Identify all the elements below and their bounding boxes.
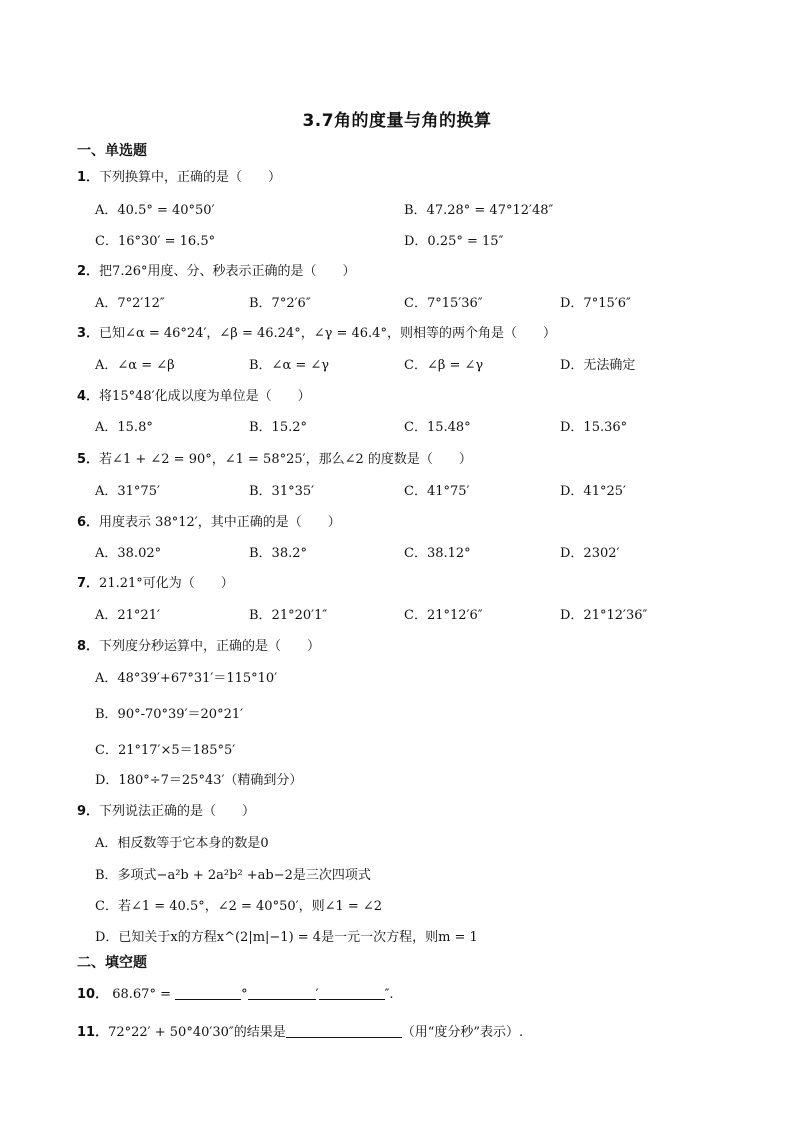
option-9b: B．多项式−a²b + 2a²b² +ab−2是三次四项式 — [95, 868, 371, 883]
question-number: 2． — [77, 264, 100, 279]
option-2c: C．7°15′36″ — [404, 296, 483, 311]
option-6d: D．2302′ — [560, 546, 620, 561]
option-1a: A．40.5° = 40°50′ — [95, 203, 215, 218]
question-8 — [77, 635, 320, 654]
answer-blank-seconds[interactable] — [319, 987, 385, 1000]
question-7 — [77, 572, 234, 591]
unit-degree: ° — [241, 987, 248, 1002]
question-2 — [77, 260, 356, 279]
option-1c: C．16°30′ = 16.5° — [95, 234, 216, 249]
question-stem-suffix: （用“度分秒”表示）. — [401, 1025, 524, 1040]
question-number: 6． — [77, 515, 100, 530]
page-title: 3.7角的度量与角的换算 — [302, 111, 492, 131]
option-3d: D．无法确定 — [560, 358, 636, 373]
question-number: 10． — [77, 987, 109, 1002]
question-1 — [77, 166, 281, 185]
option-3c: C．∠β = ∠γ — [404, 358, 484, 373]
question-stem: 将15°48′化成以度为单位是（ ） — [99, 389, 311, 404]
question-stem: 下列度分秒运算中，正确的是（ ） — [99, 639, 321, 654]
option-9a: A．相反数等于它本身的数是0 — [95, 836, 269, 851]
option-6c: C．38.12° — [404, 546, 471, 561]
question-stem: 68.67° = — [112, 987, 171, 1002]
unit-minute: ′ — [315, 987, 319, 1002]
option-3a: A．∠α = ∠β — [95, 358, 175, 373]
section-heading-fill-blank: 二、填空题 — [77, 955, 147, 971]
question-9 — [77, 800, 255, 819]
option-2b: B．7°2′6″ — [249, 296, 311, 311]
option-1b: B．47.28° = 47°12′48″ — [404, 203, 554, 218]
question-stem: 把7.26°用度、分、秒表示正确的是（ ） — [99, 264, 356, 279]
option-7d: D．21°12′36″ — [560, 608, 648, 623]
section-heading-single-choice: 一、单选题 — [77, 143, 147, 159]
question-6 — [77, 511, 341, 530]
question-11 — [77, 1021, 523, 1040]
option-5c: C．41°75′ — [404, 484, 470, 499]
option-5d: D．41°25′ — [560, 484, 626, 499]
option-4a: A．15.8° — [95, 420, 153, 435]
question-number: 8． — [77, 639, 100, 654]
question-4 — [77, 385, 311, 404]
answer-blank-minutes[interactable] — [248, 987, 316, 1000]
option-4c: C．15.48° — [404, 420, 471, 435]
option-4d: D．15.36° — [560, 420, 628, 435]
option-2a: A．7°2′12″ — [95, 296, 165, 311]
option-7a: A．21°21′ — [95, 608, 160, 623]
option-8a: A．48°39′+67°31′＝115°10′ — [95, 671, 278, 686]
option-8b: B．90°-70°39′＝20°21′ — [95, 707, 244, 722]
question-10 — [77, 983, 394, 1002]
option-2d: D．7°15′6″ — [560, 296, 631, 311]
question-stem: 若∠1 + ∠2 = 90°，∠1 = 58°25′，那么∠2 的度数是（ ） — [99, 452, 472, 467]
answer-blank-degrees[interactable] — [175, 987, 241, 1000]
question-number: 4． — [77, 389, 100, 404]
question-number: 1． — [77, 170, 100, 185]
option-1d: D．0.25° = 15″ — [404, 234, 504, 249]
question-3 — [77, 322, 556, 341]
option-4b: B．15.2° — [249, 420, 307, 435]
question-number: 9． — [77, 804, 100, 819]
question-number: 7． — [77, 576, 100, 591]
option-5a: A．31°75′ — [95, 484, 160, 499]
option-7c: C．21°12′6″ — [404, 608, 483, 623]
option-6a: A．38.02° — [95, 546, 162, 561]
option-8d: D．180°÷7＝25°43′（精确到分） — [95, 773, 303, 788]
option-6b: B．38.2° — [249, 546, 307, 561]
question-number: 11． — [77, 1025, 109, 1040]
option-8c: C．21°17′×5＝185°5′ — [95, 743, 236, 758]
option-5b: B．31°35′ — [249, 484, 315, 499]
option-7b: B．21°20′1″ — [249, 608, 328, 623]
question-stem: 下列换算中，正确的是（ ） — [99, 170, 282, 185]
question-number: 5． — [77, 452, 100, 467]
question-stem: 下列说法正确的是（ ） — [99, 804, 256, 819]
question-stem: 21.21°可化为（ ） — [99, 576, 234, 591]
option-3b: B．∠α = ∠γ — [249, 358, 330, 373]
option-9d: D．已知关于x的方程x^(2|m|−1) = 4是一元一次方程，则m = 1 — [95, 930, 478, 945]
question-stem: 72°22′ + 50°40′30″的结果是 — [108, 1025, 286, 1040]
question-number: 3． — [77, 326, 100, 341]
option-9c: C．若∠1 = 40.5°，∠2 = 40°50′，则∠1 = ∠2 — [95, 899, 383, 914]
answer-blank[interactable] — [286, 1025, 402, 1038]
question-stem: 已知∠α = 46°24′，∠β = 46.24°，∠γ = 46.4°，则相等的两个角是（ ） — [99, 326, 556, 341]
question-stem: 用度表示 38°12′，其中正确的是（ ） — [99, 515, 341, 530]
unit-second: ″. — [384, 987, 394, 1002]
question-5 — [77, 448, 472, 467]
